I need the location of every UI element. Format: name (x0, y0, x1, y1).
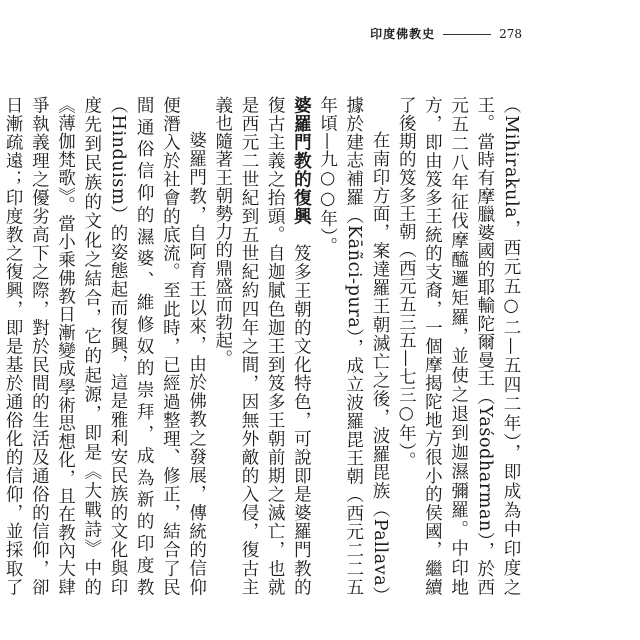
header-rule (443, 34, 491, 35)
paragraph-text: 婆羅門教，自阿育王以來，由於佛教之發展，傳統的信仰便潛入於社會的底流。至此時，已經過整理、修正，結合了民間通俗信仰的濕婆、維修奴的崇拜，成為新的印度教（Hinduism）的姿態起而復興，這是雅利安民族的文化與印度先到民族的文化之結合，它的起源，即是《大戰詩》中的《薄伽梵歌》。當小乘佛教日漸變成學術思想化，且在教內大肆爭執義理之優劣高下之際，對於民間的生活及通俗的信仰，卻日漸疏遠；印度教之復興，即是基於通俗化的信仰，並採取了 (3, 96, 207, 596)
paragraph-text: 在南印方面，案達羅王朝滅亡之後，波羅毘族（Pallava）據於建志補羅（Kāñci-pura），成立波羅毘王朝（西元二二五年頃—九○○年）。 (317, 96, 390, 596)
book-title: 印度佛教史 (370, 27, 436, 41)
paragraph-hinduism (0, 96, 210, 596)
paragraph-brahmanism-revival (210, 96, 315, 596)
paragraph-text: （Mihirakula，西元五○二—五四二年），即成為中印度之王。當時有摩臘婆國的耶輸陀爾曼王（Yaśodharman），於西元五二八年征伐摩醯邏矩羅，並使之退到迦濕彌羅。中印地方，即由笈多王統的支裔，一個摩揭陀地方很小的侯國，繼續了後期的笈多王朝（西元五三五—七三○年）。 (396, 96, 521, 596)
paragraph-text: 笈多王朝的文化特色，可說即是婆羅門教的復古主義之抬頭。自迦膩色迦王到笈多王朝前期之滅亡，也就是西元二世紀到五世紀約四年之間，因無外敵的入侵，復古主義也隨著王朝勢力的鼎盛而勃起。 (212, 96, 312, 597)
paragraph-mihirakula (393, 96, 524, 596)
body-text (3, 96, 524, 597)
page-number: 278 (499, 27, 522, 41)
section-heading: 婆羅門教的復興 (291, 96, 312, 226)
running-header (370, 28, 522, 40)
paragraph-pallava (314, 96, 393, 596)
